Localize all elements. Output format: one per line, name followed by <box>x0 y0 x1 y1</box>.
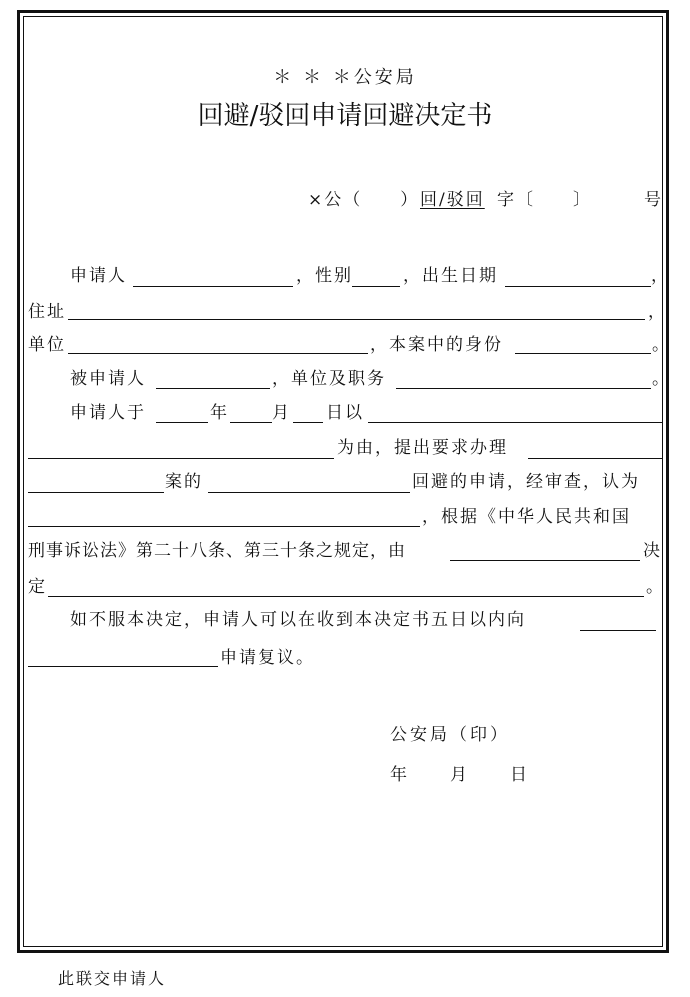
identity-label: ，本案中的身份 <box>370 335 503 355</box>
law-articles-text: 刑事诉讼法》第二十八条、第三十条之规定，由 <box>28 541 406 561</box>
issuing-authority: ＊ ＊ ＊公安局 <box>273 67 417 88</box>
decision-authority-blank[interactable] <box>450 560 640 561</box>
address-label: 住址 <box>28 302 66 322</box>
line2-comma: ， <box>648 302 667 322</box>
document-title: 回避/驳回申请回避决定书 <box>197 101 493 131</box>
year-label: 年 <box>210 403 229 423</box>
respondent-label: 被申请人 <box>70 369 146 389</box>
month-label: 月 <box>272 403 291 423</box>
case-name-blank-1[interactable] <box>528 458 662 459</box>
finding-blank[interactable] <box>28 526 420 527</box>
issuer-seal: 公安局（印） <box>390 725 510 745</box>
identity-blank[interactable] <box>515 353 651 354</box>
doc-number-type: 回/驳回 <box>420 190 485 210</box>
reason-blank-2[interactable] <box>28 458 334 459</box>
applied-on-label: 申请人于 <box>70 403 146 423</box>
position-blank[interactable] <box>396 388 651 389</box>
unit-blank[interactable] <box>68 353 368 354</box>
reason-blank-1[interactable] <box>368 422 662 423</box>
case-of-label: 案的 <box>165 472 203 492</box>
appeal-authority-blank-1[interactable] <box>580 630 656 631</box>
applicant-label: 申请人 <box>70 266 127 286</box>
review-text: 回避的申请，经审查，认为 <box>412 472 640 492</box>
respondent-blank[interactable] <box>156 388 270 389</box>
address-blank[interactable] <box>68 319 645 320</box>
doc-number-prefix: ×公（ ） <box>308 190 420 210</box>
applicant-name-blank[interactable] <box>133 286 293 287</box>
decide-label-2: 定 <box>28 577 47 597</box>
doc-number-suffix: 字〔 〕 <box>497 190 592 210</box>
line4-period: 。 <box>652 369 671 389</box>
line1-comma: ， <box>651 266 670 286</box>
copy-note: 此联交申请人 <box>58 969 167 988</box>
law-basis-text: ，根据《中华人民共和国 <box>422 507 631 527</box>
unit-label: 单位 <box>28 335 66 355</box>
month-blank[interactable] <box>230 422 272 423</box>
case-name-blank-2[interactable] <box>28 492 164 493</box>
doc-number-hao: 号 <box>644 190 663 210</box>
appeal-text: 如不服本决定，申请人可以在收到本决定书五日以内向 <box>70 610 526 630</box>
birth-date-blank[interactable] <box>505 286 651 287</box>
year-blank[interactable] <box>156 422 208 423</box>
decide-label: 决 <box>643 541 662 561</box>
review-person-blank[interactable] <box>208 492 410 493</box>
reason-label: 为由，提出要求办理 <box>337 438 508 458</box>
reconsider-text: 申请复议。 <box>220 648 315 668</box>
signature-date: 年 月 日 <box>390 765 530 785</box>
day-blank[interactable] <box>293 422 323 423</box>
gender-label: ，性别 <box>296 266 353 286</box>
day-by-label: 日以 <box>326 403 364 423</box>
position-label: ，单位及职务 <box>272 369 386 389</box>
line10-period: 。 <box>646 577 665 597</box>
birth-date-label: ，出生日期 <box>403 266 498 286</box>
appeal-authority-blank-2[interactable] <box>28 666 218 667</box>
gender-blank[interactable] <box>352 286 400 287</box>
line3-period: 。 <box>652 335 671 355</box>
decision-blank[interactable] <box>48 596 644 597</box>
